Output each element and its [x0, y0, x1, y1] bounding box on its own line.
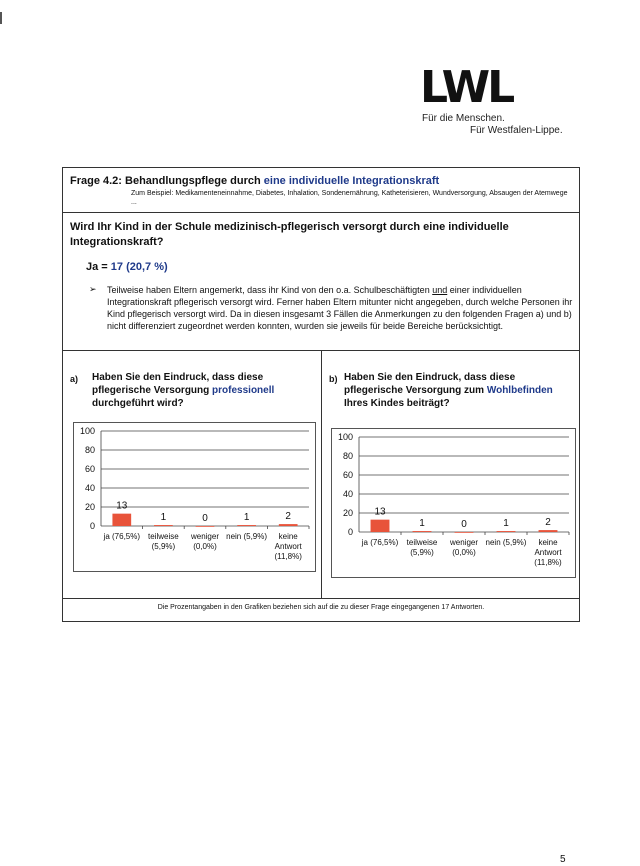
x-category-label: nein (5,9%) [226, 532, 268, 541]
y-tick-label: 100 [79, 426, 95, 436]
bar-value-label: 13 [374, 506, 386, 518]
chart-b [331, 428, 576, 578]
footer-note: Die Prozentangaben in den Grafiken beziehen sich auf die zu dieser Frage eingegangenen 17 Antworten. [157, 604, 485, 611]
x-category-label: teilweise (5,9%) [406, 538, 438, 557]
bar-value-label: 1 [419, 518, 425, 530]
bar [154, 525, 173, 526]
bar-value-label: 0 [202, 513, 208, 524]
y-tick-label: 20 [342, 508, 353, 518]
bar [413, 531, 432, 532]
section-title [70, 175, 439, 187]
x-category-label: nein (5,9%) [485, 538, 527, 547]
bar [196, 526, 215, 527]
panel-b-text1: Haben Sie den Eindruck, dass diese pflegerische Versorgung zum [344, 372, 516, 396]
section-title-highlight: eine individuelle Integrationskraft [263, 175, 440, 187]
note-part2: einer individuellen Integrationskraft pflegerisch versorgt wird. Ferner haben Eltern mitunter nicht angegeben, durch welche Personen ihr Kind pflegerisch versorgt wird. Da in diesen insgesamt 3 Fällen die Anmerkungen zu den folgenden Fragen a) und b) nicht differenziert zugeordnet werden konnten, wurden sie jeweils für beide Bereiche berücksichtigt. [107, 285, 573, 331]
bar [371, 520, 390, 532]
bar-value-label: 1 [503, 518, 509, 530]
bar-value-label: 13 [116, 500, 128, 512]
panel-b-question [344, 371, 572, 410]
bar [497, 531, 516, 532]
section-examples: Zum Beispiel: Medikamenteneinnahme, Diabetes, Inhalation, Sondenernährung, Katheterisieren, Wundversorgung, Absaugen der Atemwege ... [131, 190, 568, 206]
bar-value-label: 0 [461, 519, 467, 530]
chart-a [73, 422, 316, 572]
answer-summary [86, 261, 168, 273]
x-category-label: ja (76,5%) [361, 538, 399, 547]
answer-value: 17 (20,7 %) [110, 261, 168, 273]
y-tick-label: 40 [342, 489, 353, 499]
bar-value-label: 2 [545, 517, 551, 529]
logo-tagline-1: Für die Menschen. [422, 113, 505, 124]
x-category-label: teilweise (5,9%) [148, 532, 179, 551]
panel-a-text1: Haben Sie den Eindruck, dass diese pflegerische Versorgung [92, 372, 264, 396]
bar [539, 530, 558, 532]
y-tick-label: 0 [89, 521, 95, 531]
divider-footer [62, 598, 580, 599]
y-tick-label: 60 [342, 470, 353, 480]
y-tick-label: 60 [84, 464, 95, 474]
x-category-label: weniger (0,0%) [190, 532, 219, 551]
bullet-arrow-icon: ➢ [89, 284, 97, 294]
panel-b-text2: Ihres Kindes beiträgt? [344, 398, 450, 409]
panel-a-number: a) [70, 374, 79, 384]
x-category-label: ja (76,5%) [103, 532, 141, 541]
bar-value-label: 1 [243, 512, 250, 524]
y-tick-label: 80 [84, 445, 95, 455]
y-tick-label: 40 [84, 483, 95, 493]
panel-a-highlight: professionell [212, 385, 275, 396]
note-paragraph [107, 284, 577, 332]
section-title-prefix: Frage 4.2: Behandlungspflege durch [70, 175, 261, 187]
main-question: Wird Ihr Kind in der Schule medizinisch-pflegerisch versorgt durch eine individuelle Integrationskraft? [70, 221, 509, 248]
divider-columns [321, 350, 322, 598]
panel-a-text2: durchgeführt wird? [92, 398, 184, 409]
lwl-logo: LWL [420, 62, 513, 113]
answer-label: Ja = [86, 261, 108, 273]
bar [237, 525, 256, 526]
y-tick-label: 80 [342, 451, 353, 461]
bar [455, 532, 474, 533]
y-tick-label: 100 [337, 432, 353, 442]
y-tick-label: 20 [84, 502, 95, 512]
bar-value-label: 2 [285, 511, 291, 523]
panel-b-number: b) [329, 374, 338, 384]
bar [112, 514, 131, 526]
bar-value-label: 1 [160, 512, 167, 524]
panel-b-highlight: Wohlbefinden [486, 385, 553, 396]
x-category-label: keine Antwort (11,8%) [274, 532, 302, 561]
logo-tagline-2: Für Westfalen-Lippe. [470, 125, 563, 136]
x-category-label: keine Antwort (11,8%) [534, 538, 562, 567]
note-underlined: und [432, 285, 448, 295]
panel-a-question [92, 371, 314, 410]
scan-mark [0, 12, 2, 24]
page-number: 5 [560, 854, 566, 865]
x-category-label: weniger (0,0%) [449, 538, 478, 557]
y-tick-label: 0 [347, 527, 353, 537]
bar [279, 524, 298, 526]
divider-header [62, 212, 580, 213]
note-part1: Teilweise haben Eltern angemerkt, dass ihr Kind von den o.a. Schulbeschäftigten [107, 285, 430, 295]
